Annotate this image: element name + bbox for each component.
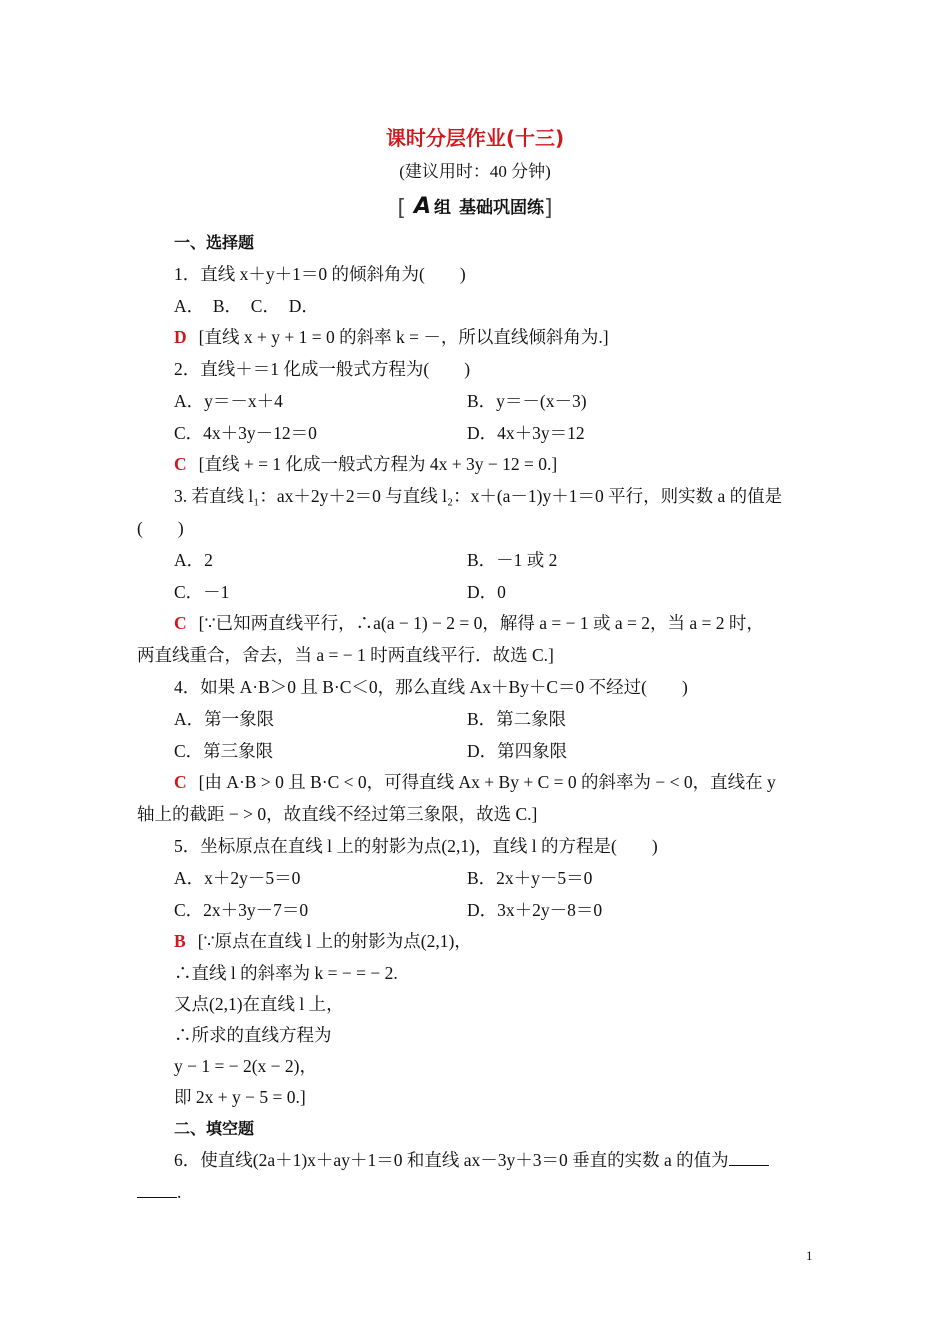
group-label: 组 [434,198,452,218]
answer-letter: C [174,454,187,474]
answer-letter: D [174,327,187,347]
section-heading: 二、填空题 [174,1119,255,1138]
answer-explanation: [由 A·B > 0 且 B·C < 0，可得直线 Ax + By + C = 0 的斜率为 − < 0，直线在 y [198,772,776,792]
time-hint: (建议用时：40 分钟) [399,162,551,181]
answer-explanation-cont: 又点(2,1)在直线 l 上， [174,994,344,1014]
option-b: B．第二象限 [467,709,567,729]
option-c: C．4x＋3y－12＝0 [174,423,317,443]
answer-explanation: [直线 x + y + 1 = 0 的斜率 k = －，所以直线倾斜角为.] [198,327,609,347]
answer-line [174,771,776,793]
answer-blank [137,1181,177,1198]
question-stem: 2．直线＋＝1 化成一般式方程为( ) [174,359,471,379]
option-d: D．3x＋2y－8＝0 [467,900,603,920]
question-stem: 4．如果 A·B＞0 且 B·C＜0，那么直线 Ax＋By＋C＝0 不经过( ) [174,677,688,697]
group-name: 基础巩固练 [459,198,545,218]
answer-explanation-cont: ∴所求的直线方程为 [174,1025,332,1045]
answer-explanation-cont: y − 1 = − 2(x − 2)， [174,1056,318,1076]
option-c: C．－1 [174,582,230,602]
question-text: 6．使直线(2a＋1)x＋ay＋1＝0 和直线 ax－3y＋3＝0 垂直的实数 a 的值为 [174,1150,729,1170]
question-stem-cont [137,1181,181,1203]
answer-line [174,453,557,475]
option-a: A．第一象限 [174,709,275,729]
question-options: A． B． C． D． [174,296,319,316]
option-d: D．0 [467,582,506,602]
answer-explanation-cont: 两直线重合，舍去，当 a = − 1 时两直线平行．故选 C.] [137,645,554,665]
group-letter: A [413,194,432,219]
page-title: 课时分层作业(十三) [385,126,565,150]
question-text-end: . [177,1182,182,1202]
question-stem [174,1149,769,1171]
option-a: A．2 [174,550,213,570]
option-a: A．y＝－x＋4 [174,391,283,411]
option-c: C．2x＋3y－7＝0 [174,900,309,920]
question-stem: 5．坐标原点在直线 l 上的射影为点(2,1)，直线 l 的方程是( ) [174,836,658,856]
option-b: B．－1 或 2 [467,550,558,570]
answer-letter: C [174,613,187,633]
answer-explanation: [直线 + = 1 化成一般式方程为 4x + 3y − 12 = 0.] [198,454,558,474]
answer-letter: B [174,931,186,951]
answer-explanation-cont: 即 2x + y − 5 = 0.] [174,1087,306,1107]
question-stem: 3. 若直线 l₁：ax＋2y＋2＝0 与直线 l₂：x＋(a－1)y＋1＝0 平行，则实数 a 的值是 [174,486,783,506]
answer-letter: C [174,772,187,792]
group-header [0,193,950,221]
answer-explanation-cont: ∴直线 l 的斜率为 k = − = − 2. [174,963,398,983]
question-stem: 1．直线 x＋y＋1＝0 的倾斜角为( ) [174,264,466,284]
option-d: D．4x＋3y＝12 [467,423,585,443]
bracket-open: [ [397,196,406,221]
answer-explanation-cont: 轴上的截距 − > 0，故直线不经过第三象限，故选 C.] [137,804,538,824]
answer-line [174,326,609,348]
question-stem-cont: ( ) [137,518,184,538]
answer-line [174,612,764,634]
page-number: 1 [806,1248,813,1263]
answer-explanation: [∵已知两直线平行，∴a(a − 1) − 2 = 0，解得 a = − 1 或 a = 2，当 a = 2 时， [198,613,764,633]
section-heading: 一、选择题 [174,233,255,252]
option-c: C．第三象限 [174,741,274,761]
answer-explanation: [∵原点在直线 l 上的射影为点(2,1)， [197,931,472,951]
answer-blank [729,1149,769,1166]
option-a: A．x＋2y－5＝0 [174,868,301,888]
option-d: D．第四象限 [467,741,568,761]
option-b: B．y＝－(x－3) [467,391,587,411]
option-b: B．2x＋y－5＝0 [467,868,593,888]
bracket-close: ] [544,196,553,221]
answer-line [174,930,472,952]
